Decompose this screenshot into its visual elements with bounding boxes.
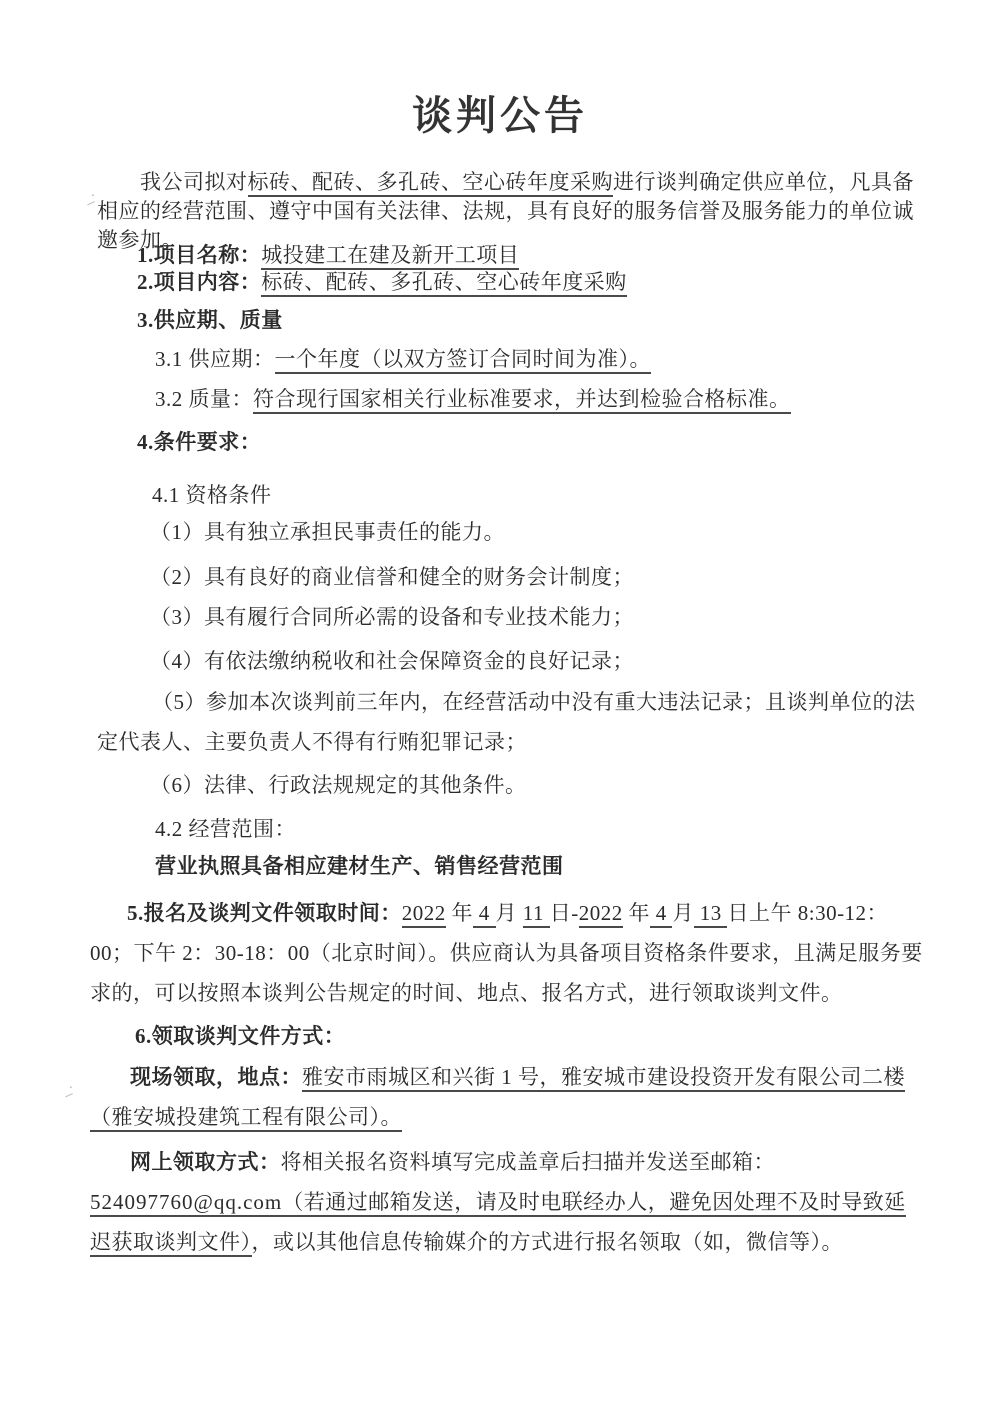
item4-heading: [137, 429, 261, 456]
scan-speckle: [85, 197, 95, 206]
item3-2-quality: [155, 386, 791, 413]
online-text-post: ，或以其他信息传输媒介的方式进行报名领取（如，微信等）。: [251, 1230, 843, 1254]
scan-speckle: [63, 1089, 73, 1098]
item5-day2: 13: [694, 901, 728, 928]
online-email: 524097760@qq.com: [90, 1190, 282, 1217]
item4-label: 4.条件要求：: [137, 430, 262, 454]
item2-project-content: [137, 269, 627, 296]
item4-1-heading: [152, 482, 272, 509]
condition-item-4: （4）有依法缴纳税收和社会保障资金的良好记录；: [150, 649, 634, 673]
item3-1-supply-period: [155, 346, 651, 373]
item3-heading: [137, 307, 283, 334]
item1-label: 1.项目名称：: [137, 243, 262, 267]
item3-label: 3.供应期、质量: [137, 308, 283, 332]
intro-text-pre: 我公司拟对: [140, 170, 248, 194]
item5-text: 月: [672, 901, 694, 925]
condition-item-1: （1）具有独立承担民事责任的能力。: [150, 520, 505, 544]
item3-2-label: 3.2 质量：: [155, 387, 253, 411]
item5-month1: 4: [473, 901, 496, 928]
online-label: 网上领取方式：: [130, 1150, 281, 1174]
item5-text: 日上午 8:30-12：00；下午 2：30-18：00（北京时间）。供应商认为具备项目资格条件要求，且满足服务要求的，可以按照本谈判公告规定的时间、地点、报名方式，进行领取谈判文件。: [90, 901, 923, 1005]
item5-year1: 2022: [402, 901, 446, 928]
online-note-underlined: （若通过邮箱发送，请及时电联经办人，避免因处理不及时导致延迟获取谈判文件）: [90, 1190, 906, 1257]
item4-2-value: 营业执照具备相应建材生产、销售经营范围: [155, 854, 564, 878]
condition-item-3: （3）具有履行合同所必需的设备和专业技术能力；: [150, 605, 634, 629]
item3-1-label: 3.1 供应期：: [155, 347, 275, 371]
item5-label: 5.报名及谈判文件领取时间：: [127, 901, 402, 925]
item5-month2: 4: [650, 901, 673, 928]
intro-underlined-subject: 标砖、配砖、多孔砖、空心砖年度采购: [248, 170, 614, 197]
page-title: 谈判公告: [412, 93, 588, 138]
onsite-address: 雅安市雨城区和兴街 1 号，雅安城市建设投资开发有限公司二楼（雅安城投建筑工程有限公司）。: [90, 1065, 905, 1132]
item2-label: 2.项目内容：: [137, 270, 262, 294]
item5-text: 月: [495, 901, 523, 925]
item4-2-heading: [155, 816, 296, 843]
item5-text: 年: [622, 901, 650, 925]
onsite-label: 现场领取，地点：: [130, 1065, 302, 1089]
item6-online-paragraph: [90, 1142, 926, 1262]
item5-text: 年: [445, 901, 473, 925]
item5-day1: 11: [523, 901, 550, 928]
item4-2-label: 4.2 经营范围：: [155, 817, 296, 841]
item3-1-value: 一个年度（以双方签订合同时间为准）。: [275, 347, 652, 374]
online-text-pre: 将相关报名资料填写完成盖章后扫描并发送至邮箱：: [280, 1150, 775, 1174]
item1-project-name: [137, 242, 519, 269]
item4-1-label: 4.1 资格条件: [152, 483, 272, 507]
item6-label: 6.领取谈判文件方式：: [135, 1024, 346, 1048]
condition-item-5: （5）参加本次谈判前三年内，在经营活动中没有重大违法记录；且谈判单位的法定代表人、主要负责人不得有行贿犯罪记录；: [97, 690, 916, 754]
item5-registration-time: [90, 893, 924, 1013]
item4-2-scope: [155, 853, 564, 880]
item5-text: 日-: [549, 901, 579, 925]
item5-year2: 2022: [579, 901, 623, 928]
condition-item-2: （2）具有良好的商业信誉和健全的财务会计制度；: [150, 565, 634, 589]
intro-text-post: 进行谈判确定供应单位，凡具备相应的经营范围、遵守中国有关法律、法规，具有良好的服务信誉及服务能力的单位诚邀参加。: [97, 170, 914, 252]
item6-onsite-paragraph: [90, 1057, 926, 1137]
item6-heading: [135, 1023, 345, 1050]
item1-value: 城投建工在建及新开工项目: [261, 243, 519, 270]
item2-value: 标砖、配砖、多孔砖、空心砖年度采购: [261, 270, 627, 297]
item3-2-value: 符合现行国家相关行业标准要求，并达到检验合格标准。: [253, 387, 791, 414]
condition-item-6: （6）法律、行政法规规定的其他条件。: [150, 773, 527, 797]
